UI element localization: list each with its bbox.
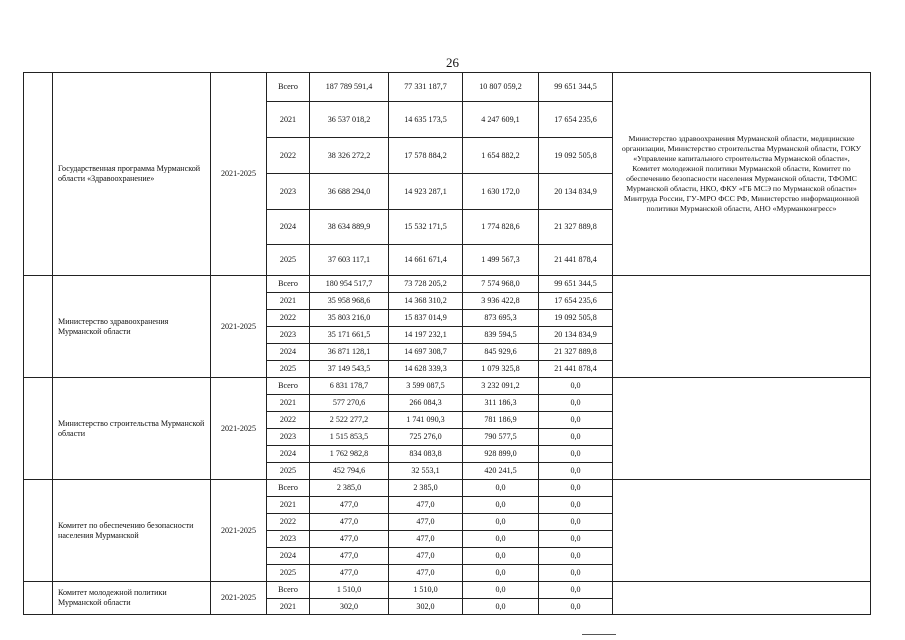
budget-source-2-cell: 781 186,9 <box>463 412 539 429</box>
total-cell: 35 803 216,0 <box>310 310 389 327</box>
budget-source-2-cell: 1 774 828,6 <box>463 210 539 245</box>
section-committee-youth-period: 2021-2025 <box>211 582 267 615</box>
total-cell: 1 515 853,5 <box>310 429 389 446</box>
row-number-cell <box>24 378 53 480</box>
budget-source-3-cell: 0,0 <box>539 565 613 582</box>
budget-source-3-cell: 21 441 878,4 <box>539 361 613 378</box>
budget-source-1-cell: 15 837 014,9 <box>389 310 463 327</box>
budget-source-3-cell: 0,0 <box>539 497 613 514</box>
year-cell: 2025 <box>267 361 310 378</box>
row-number-cell <box>24 73 53 276</box>
total-cell: 187 789 591,4 <box>310 73 389 102</box>
budget-source-1-cell: 32 553,1 <box>389 463 463 480</box>
budget-source-2-cell: 4 247 609,1 <box>463 102 539 138</box>
total-cell: 477,0 <box>310 514 389 531</box>
year-cell: 2024 <box>267 210 310 245</box>
budget-source-1-cell: 17 578 884,2 <box>389 138 463 174</box>
budget-source-1-cell: 15 532 171,5 <box>389 210 463 245</box>
table-row <box>24 276 871 293</box>
section-ministry-construction-executors <box>613 378 871 480</box>
total-cell: 180 954 517,7 <box>310 276 389 293</box>
total-cell: 35 958 968,6 <box>310 293 389 310</box>
budget-source-2-cell: 0,0 <box>463 582 539 599</box>
year-cell: Всего <box>267 73 310 102</box>
total-cell: 477,0 <box>310 497 389 514</box>
budget-source-1-cell: 14 628 339,3 <box>389 361 463 378</box>
year-cell: 2025 <box>267 245 310 276</box>
budget-source-3-cell: 19 092 505,8 <box>539 310 613 327</box>
budget-source-2-cell: 311 186,3 <box>463 395 539 412</box>
total-cell: 477,0 <box>310 565 389 582</box>
budget-source-3-cell: 0,0 <box>539 378 613 395</box>
row-number-cell <box>24 480 53 582</box>
budget-source-2-cell: 845 929,6 <box>463 344 539 361</box>
year-cell: 2021 <box>267 395 310 412</box>
budget-source-2-cell: 420 241,5 <box>463 463 539 480</box>
section-committee-safety-period: 2021-2025 <box>211 480 267 582</box>
total-cell: 2 522 277,2 <box>310 412 389 429</box>
budget-source-2-cell: 1 654 882,2 <box>463 138 539 174</box>
budget-source-1-cell: 266 084,3 <box>389 395 463 412</box>
budget-source-3-cell: 21 327 889,8 <box>539 344 613 361</box>
table-row <box>24 480 871 497</box>
total-cell: 36 537 018,2 <box>310 102 389 138</box>
budget-source-3-cell: 20 134 834,9 <box>539 174 613 210</box>
year-cell: Всего <box>267 582 310 599</box>
budget-source-2-cell: 3 936 422,8 <box>463 293 539 310</box>
budget-source-2-cell: 10 807 059,2 <box>463 73 539 102</box>
page-footer-mark <box>582 634 616 635</box>
budget-source-3-cell: 0,0 <box>539 446 613 463</box>
budget-source-3-cell: 17 654 235,6 <box>539 102 613 138</box>
total-cell: 37 603 117,1 <box>310 245 389 276</box>
total-cell: 452 794,6 <box>310 463 389 480</box>
budget-source-1-cell: 14 197 232,1 <box>389 327 463 344</box>
section-ministry-health-executors <box>613 276 871 378</box>
section-committee-youth-executors <box>613 582 871 615</box>
budget-source-2-cell: 0,0 <box>463 514 539 531</box>
year-cell: Всего <box>267 378 310 395</box>
budget-source-3-cell: 99 651 344,5 <box>539 276 613 293</box>
total-cell: 38 634 889,9 <box>310 210 389 245</box>
budget-source-2-cell: 839 594,5 <box>463 327 539 344</box>
section-gp-health-executors: Министерство здравоохранения Мурманской области, медицинские организации, Министерство строительства Мурманской области, ГОКУ «Управление капитального строительства Мурманской области», Комитет молодежной политики Мурманской области, Комитет по обеспечению безопасности населения Мурманской области, ТФОМС Мурманской области, НКО, ФКУ «ГБ МСЭ по Мурманской области» Минтруда России, ГУ-МРО ФСС РФ, Министерство информационной политики Мурманской области, АНО «Мурманконгресс» <box>613 73 871 276</box>
section-gp-health-period: 2021-2025 <box>211 73 267 276</box>
year-cell: Всего <box>267 276 310 293</box>
year-cell: 2023 <box>267 429 310 446</box>
budget-source-1-cell: 302,0 <box>389 599 463 615</box>
total-cell: 36 871 128,1 <box>310 344 389 361</box>
budget-source-2-cell: 0,0 <box>463 480 539 497</box>
total-cell: 477,0 <box>310 531 389 548</box>
budget-table <box>23 72 871 615</box>
year-cell: 2025 <box>267 565 310 582</box>
budget-source-1-cell: 477,0 <box>389 565 463 582</box>
year-cell: 2023 <box>267 531 310 548</box>
budget-source-3-cell: 99 651 344,5 <box>539 73 613 102</box>
budget-source-1-cell: 14 661 671,4 <box>389 245 463 276</box>
budget-source-3-cell: 0,0 <box>539 395 613 412</box>
total-cell: 37 149 543,5 <box>310 361 389 378</box>
section-ministry-health-name: Министерство здравоохранения Мурманской области <box>53 276 211 378</box>
budget-source-1-cell: 1 741 090,3 <box>389 412 463 429</box>
budget-source-1-cell: 477,0 <box>389 514 463 531</box>
section-gp-health-name: Государственная программа Мурманской области «Здравоохранение» <box>53 73 211 276</box>
budget-source-1-cell: 14 923 287,1 <box>389 174 463 210</box>
year-cell: 2022 <box>267 514 310 531</box>
table-row <box>24 378 871 395</box>
year-cell: 2022 <box>267 412 310 429</box>
budget-source-3-cell: 0,0 <box>539 514 613 531</box>
budget-source-1-cell: 14 697 308,7 <box>389 344 463 361</box>
budget-source-2-cell: 3 232 091,2 <box>463 378 539 395</box>
year-cell: 2022 <box>267 138 310 174</box>
budget-source-1-cell: 834 083,8 <box>389 446 463 463</box>
section-committee-youth-name: Комитет молодежной политики Мурманской области <box>53 582 211 615</box>
budget-source-2-cell: 928 899,0 <box>463 446 539 463</box>
total-cell: 1 762 982,8 <box>310 446 389 463</box>
year-cell: 2021 <box>267 102 310 138</box>
budget-source-1-cell: 77 331 187,7 <box>389 73 463 102</box>
budget-source-3-cell: 0,0 <box>539 548 613 565</box>
budget-source-1-cell: 14 635 173,5 <box>389 102 463 138</box>
budget-source-1-cell: 477,0 <box>389 531 463 548</box>
section-ministry-construction-period: 2021-2025 <box>211 378 267 480</box>
table-row <box>24 582 871 599</box>
total-cell: 35 171 661,5 <box>310 327 389 344</box>
budget-source-2-cell: 790 577,5 <box>463 429 539 446</box>
year-cell: 2023 <box>267 327 310 344</box>
budget-source-2-cell: 1 630 172,0 <box>463 174 539 210</box>
year-cell: 2021 <box>267 599 310 615</box>
budget-source-2-cell: 0,0 <box>463 497 539 514</box>
year-cell: 2021 <box>267 497 310 514</box>
budget-source-3-cell: 20 134 834,9 <box>539 327 613 344</box>
budget-source-3-cell: 0,0 <box>539 412 613 429</box>
section-ministry-health-period: 2021-2025 <box>211 276 267 378</box>
budget-source-2-cell: 7 574 968,0 <box>463 276 539 293</box>
budget-source-1-cell: 1 510,0 <box>389 582 463 599</box>
row-number-cell <box>24 582 53 615</box>
row-number-cell <box>24 276 53 378</box>
budget-source-1-cell: 725 276,0 <box>389 429 463 446</box>
budget-source-1-cell: 477,0 <box>389 497 463 514</box>
table-row <box>24 73 871 102</box>
budget-source-3-cell: 21 327 889,8 <box>539 210 613 245</box>
section-ministry-construction-name: Министерство строительства Мурманской области <box>53 378 211 480</box>
budget-source-1-cell: 477,0 <box>389 548 463 565</box>
budget-source-3-cell: 17 654 235,6 <box>539 293 613 310</box>
budget-source-1-cell: 3 599 087,5 <box>389 378 463 395</box>
budget-source-3-cell: 0,0 <box>539 582 613 599</box>
budget-source-1-cell: 73 728 205,2 <box>389 276 463 293</box>
page-number: 26 <box>446 55 459 70</box>
budget-source-2-cell: 0,0 <box>463 531 539 548</box>
year-cell: Всего <box>267 480 310 497</box>
year-cell: 2024 <box>267 344 310 361</box>
budget-source-2-cell: 0,0 <box>463 599 539 615</box>
total-cell: 2 385,0 <box>310 480 389 497</box>
budget-source-3-cell: 21 441 878,4 <box>539 245 613 276</box>
total-cell: 6 831 178,7 <box>310 378 389 395</box>
year-cell: 2024 <box>267 548 310 565</box>
budget-source-3-cell: 0,0 <box>539 599 613 615</box>
year-cell: 2023 <box>267 174 310 210</box>
year-cell: 2022 <box>267 310 310 327</box>
budget-source-3-cell: 19 092 505,8 <box>539 138 613 174</box>
total-cell: 577 270,6 <box>310 395 389 412</box>
budget-source-1-cell: 2 385,0 <box>389 480 463 497</box>
budget-source-3-cell: 0,0 <box>539 429 613 446</box>
section-committee-safety-name: Комитет по обеспечению безопасности населения Мурманской <box>53 480 211 582</box>
budget-source-2-cell: 0,0 <box>463 548 539 565</box>
budget-source-3-cell: 0,0 <box>539 531 613 548</box>
total-cell: 477,0 <box>310 548 389 565</box>
total-cell: 36 688 294,0 <box>310 174 389 210</box>
budget-source-1-cell: 14 368 310,2 <box>389 293 463 310</box>
budget-source-2-cell: 873 695,3 <box>463 310 539 327</box>
budget-source-2-cell: 0,0 <box>463 565 539 582</box>
budget-source-3-cell: 0,0 <box>539 480 613 497</box>
section-committee-safety-executors <box>613 480 871 582</box>
budget-source-2-cell: 1 499 567,3 <box>463 245 539 276</box>
year-cell: 2021 <box>267 293 310 310</box>
budget-source-3-cell: 0,0 <box>539 463 613 480</box>
year-cell: 2025 <box>267 463 310 480</box>
total-cell: 302,0 <box>310 599 389 615</box>
total-cell: 1 510,0 <box>310 582 389 599</box>
year-cell: 2024 <box>267 446 310 463</box>
total-cell: 38 326 272,2 <box>310 138 389 174</box>
budget-source-2-cell: 1 079 325,8 <box>463 361 539 378</box>
